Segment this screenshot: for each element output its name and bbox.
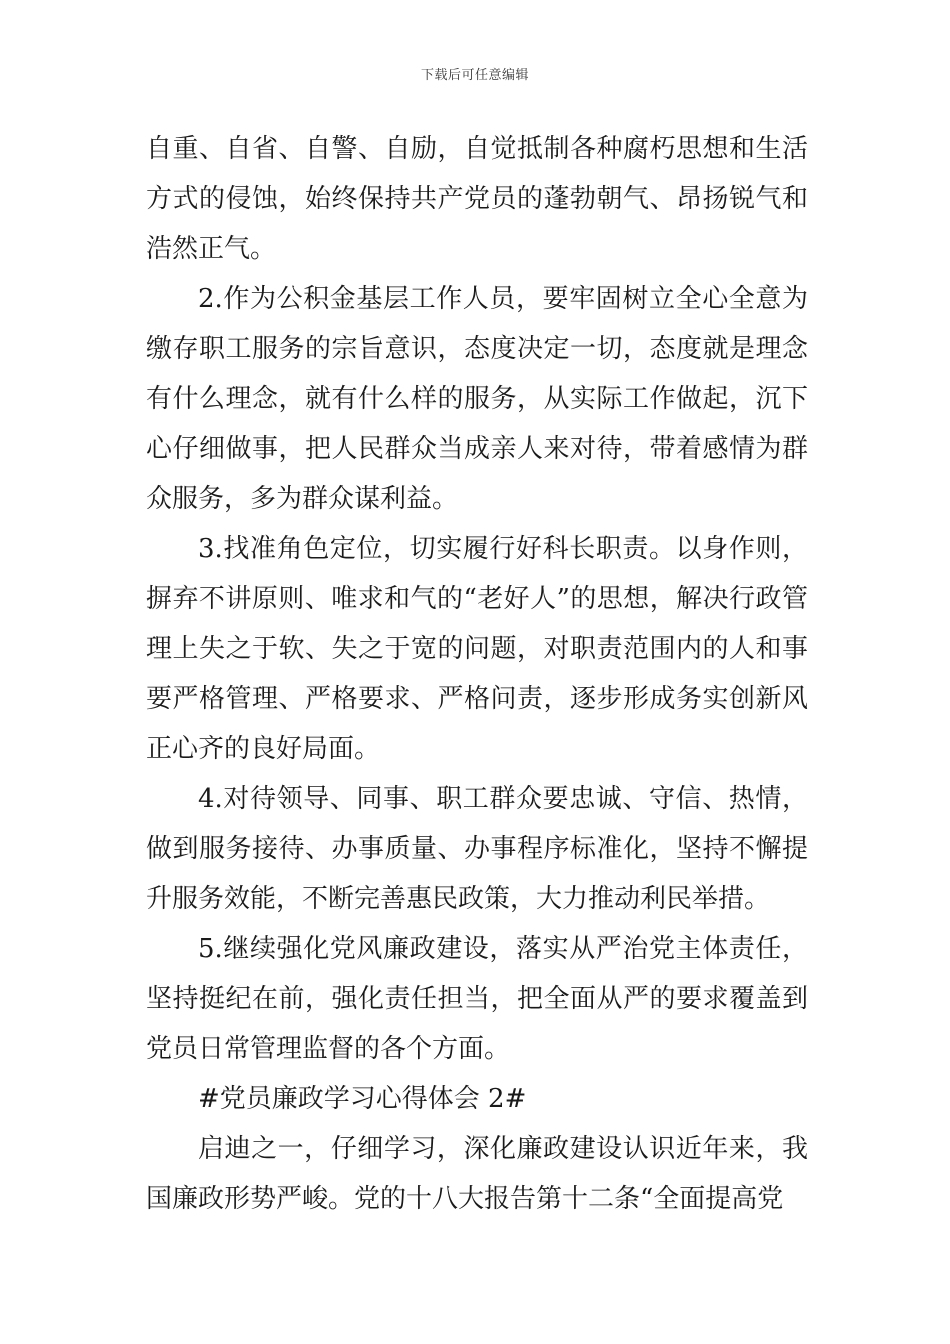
page-header: 下载后可任意编辑 <box>420 68 529 83</box>
paragraph-6: 启迪之一，仔细学习，深化廉政建设认识近年来，我国廉政形势严峻。党的十八大报告第十二条“全面提高党 <box>146 1134 808 1214</box>
document-body <box>146 124 808 1224</box>
paragraph-3: 3.找准角色定位，切实履行好科长职责。以身作则，摒弃不讲原则、唯求和气的“老好人”的思想，解决行政管理上失之于软、失之于宽的问题，对职责范围内的人和事要严格管理、严格要求、严格问责，逐步形成务实创新风正心齐的良好局面。 <box>146 534 808 764</box>
paragraph-2: 2.作为公积金基层工作人员，要牢固树立全心全意为缴存职工服务的宗旨意识，态度决定一切，态度就是理念有什么理念，就有什么样的服务，从实际工作做起，沉下心仔细做事，把人民群众当成亲人来对待，带着感情为群众服务，多为群众谋利益。 <box>146 284 808 514</box>
paragraph-4: 4.对待领导、同事、职工群众要忠诚、守信、热情，做到服务接待、办事质量、办事程序标准化，坚持不懈提升服务效能，不断完善惠民政策，大力推动利民举措。 <box>146 784 808 914</box>
paragraph-5: 5.继续强化党风廉政建设，落实从严治党主体责任，坚持挺纪在前，强化责任担当，把全面从严的要求覆盖到党员日常管理监督的各个方面。 <box>146 934 808 1064</box>
section-heading: #党员廉政学习心得体会 2# <box>198 1084 527 1114</box>
paragraph-1: 自重、自省、自警、自励，自觉抵制各种腐朽思想和生活方式的侵蚀，始终保持共产党员的蓬勃朝气、昂扬锐气和浩然正气。 <box>146 134 808 264</box>
